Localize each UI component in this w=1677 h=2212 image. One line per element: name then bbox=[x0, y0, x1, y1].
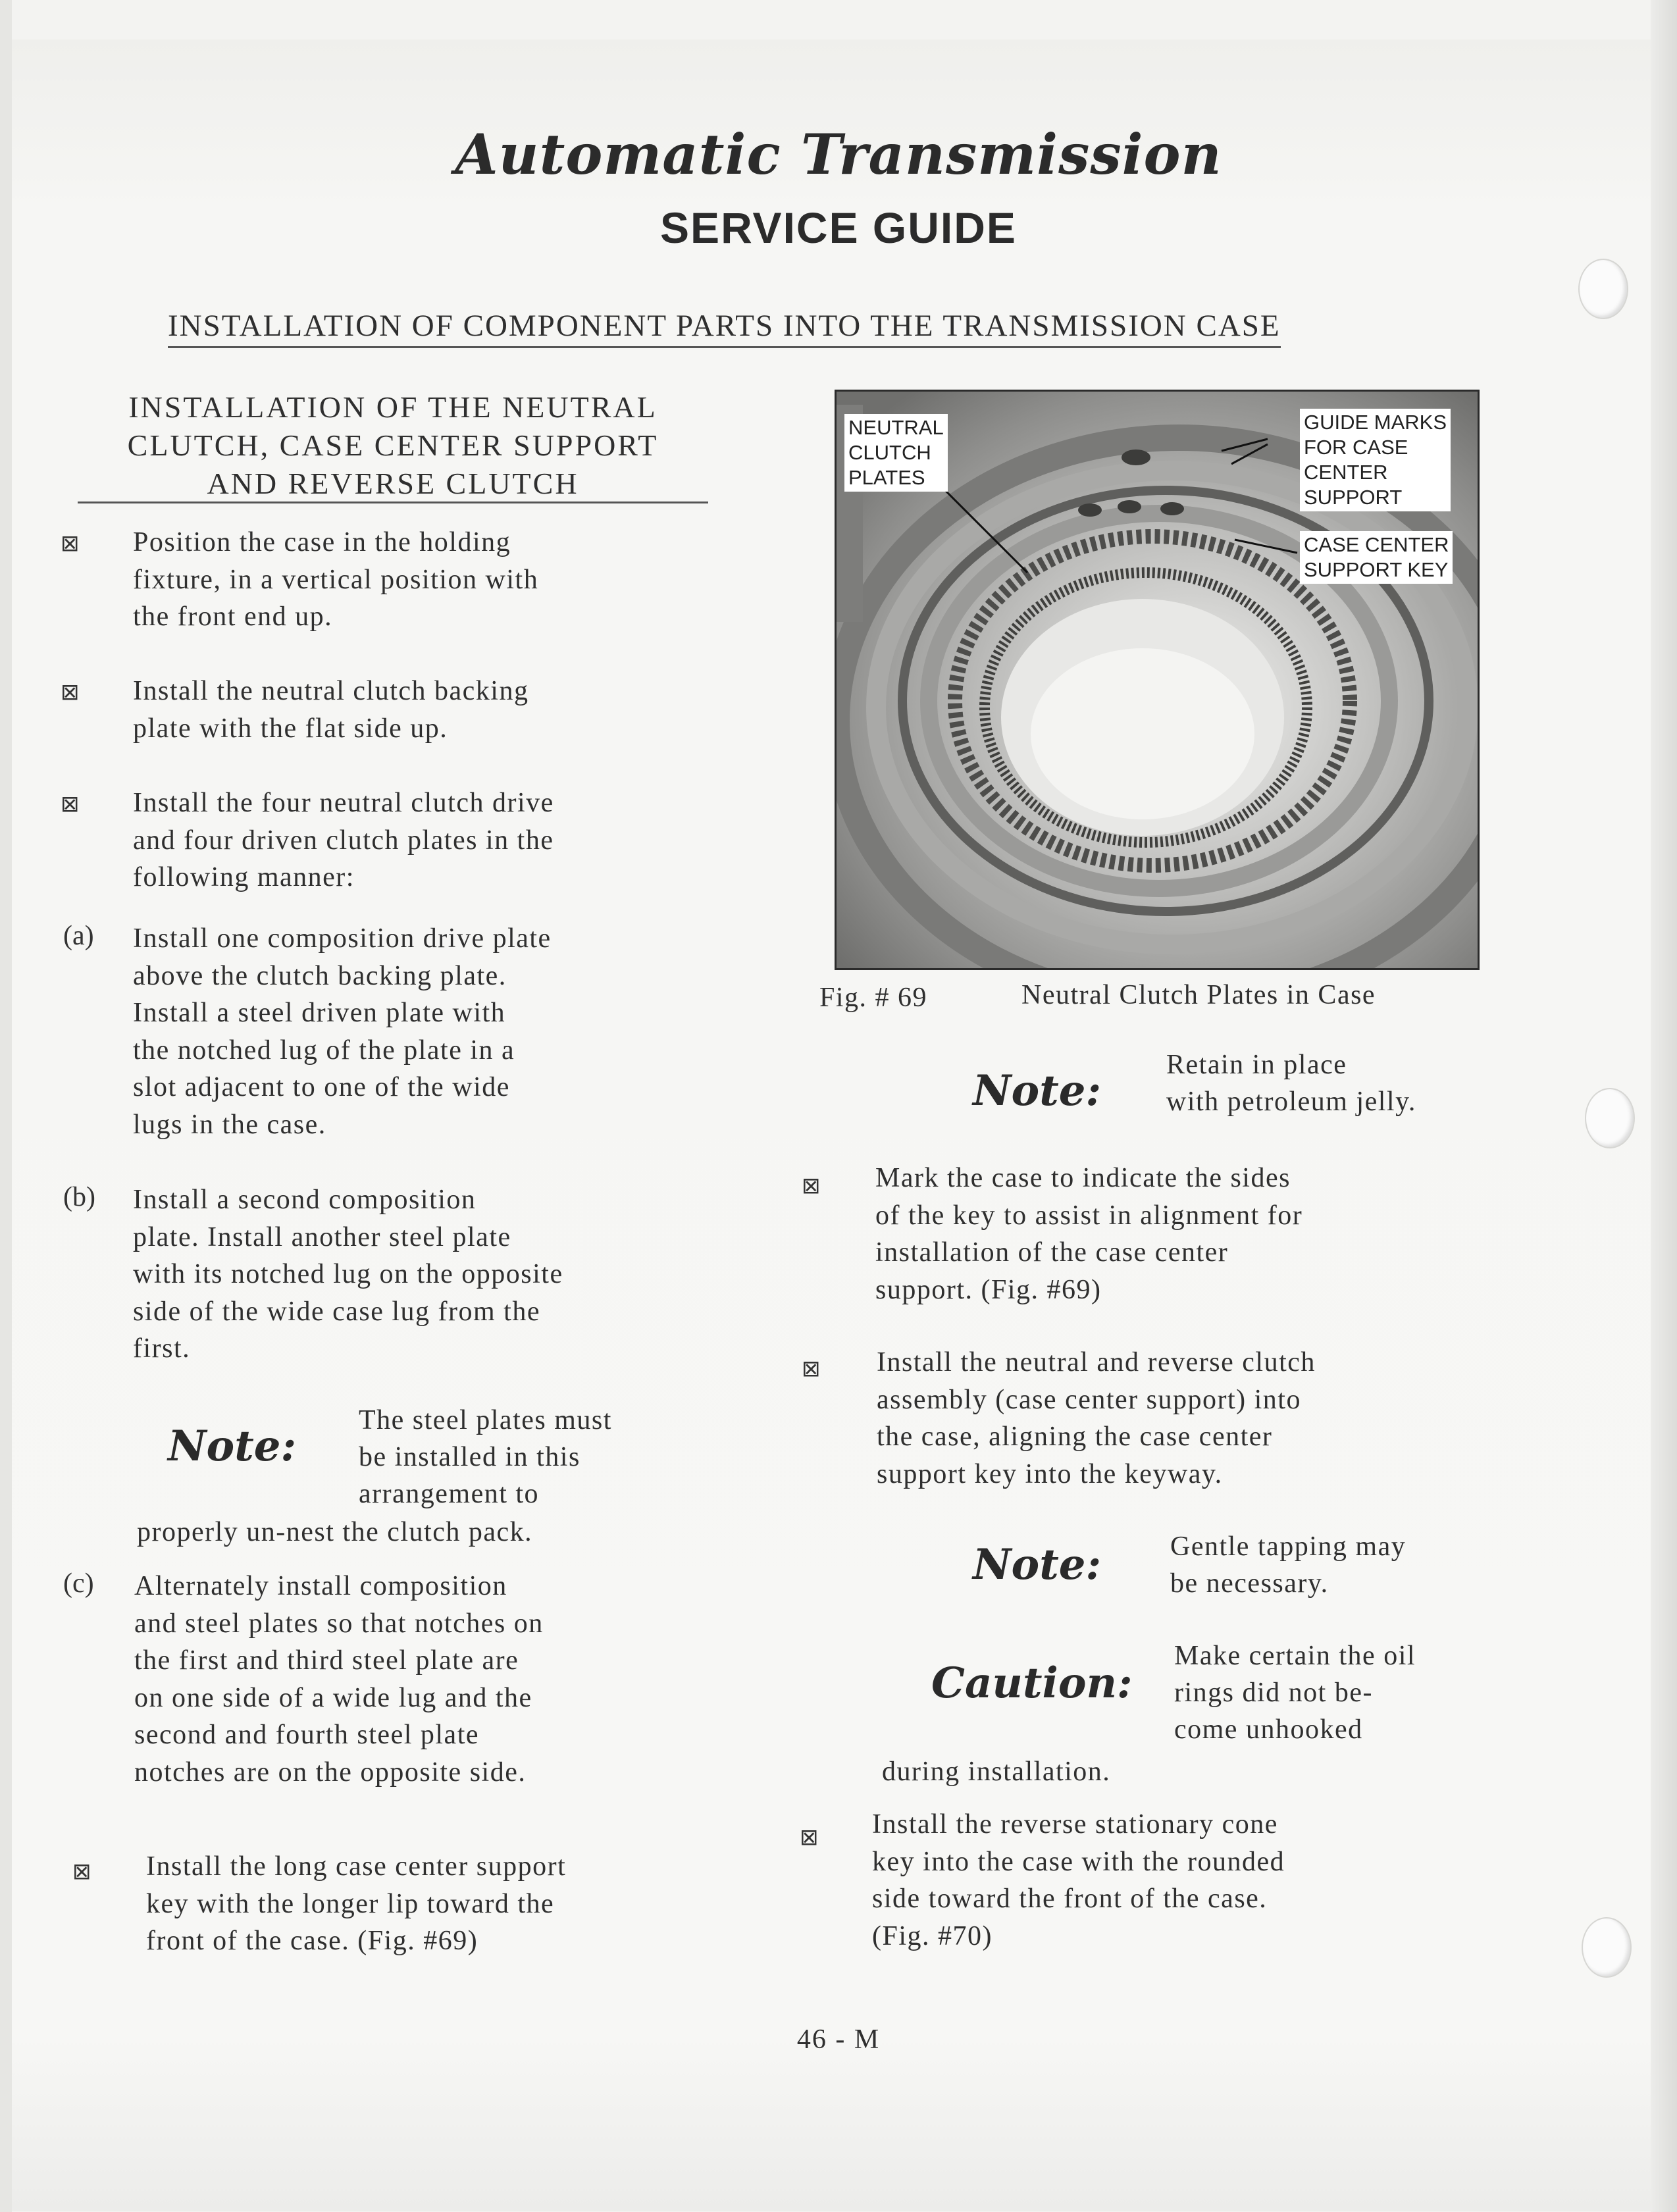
substep-label: (a) bbox=[63, 921, 94, 951]
punch-hole bbox=[1580, 260, 1627, 318]
callout-case-center-support-key: CASE CENTER SUPPORT KEY bbox=[1300, 531, 1453, 584]
note-text: The steel plates must be installed in this arrangement to bbox=[359, 1405, 612, 1509]
step-text: Mark the case to indicate the sides of the key to assist in alignment for installation of the case center support. (Fig. #69) bbox=[875, 1163, 1303, 1305]
note-label: Note: bbox=[168, 1422, 297, 1471]
section-title: INSTALLATION OF COMPONENT PARTS INTO THE TRANSMISSION CASE bbox=[168, 308, 1281, 348]
step-text: Position the case in the holding fixture, in a vertical position with the front end up. bbox=[133, 527, 539, 632]
page-edge-right bbox=[1651, 0, 1677, 2212]
heading-line: INSTALLATION OF THE NEUTRAL bbox=[128, 390, 658, 424]
checkbox-bullet-icon: ⊠ bbox=[800, 1824, 819, 1851]
note-label: Note: bbox=[973, 1066, 1102, 1116]
note-text-continued: properly un-nest the clutch pack. bbox=[137, 1517, 533, 1547]
checkbox-bullet-icon: ⊠ bbox=[61, 791, 80, 817]
step-text: Install the long case center support key with the longer lip toward the front of the case. (Fig. #69) bbox=[146, 1851, 567, 1956]
substep-text: Install one composition drive plate above the clutch backing plate. Install a steel driven plate with the notched lug of the plate in a slot adjacent to one of the wide lugs in the case. bbox=[133, 923, 552, 1140]
note-text: Retain in place with petroleum jelly. bbox=[1166, 1050, 1416, 1117]
note-label: Note: bbox=[973, 1540, 1102, 1589]
figure-photo bbox=[835, 390, 1480, 970]
figure-number: Fig. # 69 bbox=[819, 983, 928, 1013]
checkbox-bullet-icon: ⊠ bbox=[72, 1859, 91, 1885]
checkbox-bullet-icon: ⊠ bbox=[802, 1356, 821, 1382]
substep-label: (b) bbox=[63, 1182, 95, 1212]
heading-rule bbox=[78, 502, 708, 503]
caution-label: Caution: bbox=[931, 1659, 1133, 1708]
callout-guide-marks: GUIDE MARKS FOR CASE CENTER SUPPORT bbox=[1300, 409, 1451, 511]
substep-text: Alternately install composition and steel plates so that notches on the first and third steel plate are on one side of a wide lug and the second and fourth steel plate notches are on the opposite side. bbox=[134, 1571, 544, 1788]
callout-neutral-clutch-plates: NEUTRAL CLUTCH PLATES bbox=[844, 414, 948, 492]
step-text: Install the reverse stationary cone key into the case with the rounded side toward the front of the case. (Fig. #70) bbox=[872, 1809, 1285, 1951]
checkbox-bullet-icon: ⊠ bbox=[61, 530, 80, 557]
checkbox-bullet-icon: ⊠ bbox=[802, 1173, 821, 1199]
figure-caption: Neutral Clutch Plates in Case bbox=[1021, 980, 1376, 1010]
heading-line: CLUTCH, CASE CENTER SUPPORT bbox=[127, 428, 659, 462]
page-edge-left bbox=[0, 0, 12, 2212]
punch-hole bbox=[1583, 1918, 1630, 1976]
step-text: Install the neutral and reverse clutch assembly (case center support) into the case, aligning the case center support key into the keyway. bbox=[877, 1347, 1316, 1489]
heading-line: AND REVERSE CLUTCH bbox=[207, 467, 579, 500]
caution-text: Make certain the oil rings did not be- come unhooked bbox=[1174, 1641, 1416, 1745]
page-subtitle: SERVICE GUIDE bbox=[660, 203, 1017, 252]
substep-text: Install a second composition plate. Install another steel plate with its notched lug on the opposite side of the wide case lug from the first. bbox=[133, 1185, 563, 1364]
checkbox-bullet-icon: ⊠ bbox=[61, 679, 80, 706]
note-text: Gentle tapping may be necessary. bbox=[1170, 1531, 1406, 1599]
punch-hole bbox=[1586, 1089, 1634, 1147]
subsection-heading bbox=[78, 388, 708, 503]
step-text: Install the neutral clutch backing plate with the flat side up. bbox=[133, 676, 529, 744]
step-text: Install the four neutral clutch drive and four driven clutch plates in the following manner: bbox=[133, 788, 554, 892]
caution-text-continued: during installation. bbox=[882, 1757, 1111, 1787]
page-number: 46 - M bbox=[796, 2024, 881, 2055]
substep-label: (c) bbox=[63, 1568, 94, 1599]
page-title: Automatic Transmission bbox=[455, 122, 1222, 187]
